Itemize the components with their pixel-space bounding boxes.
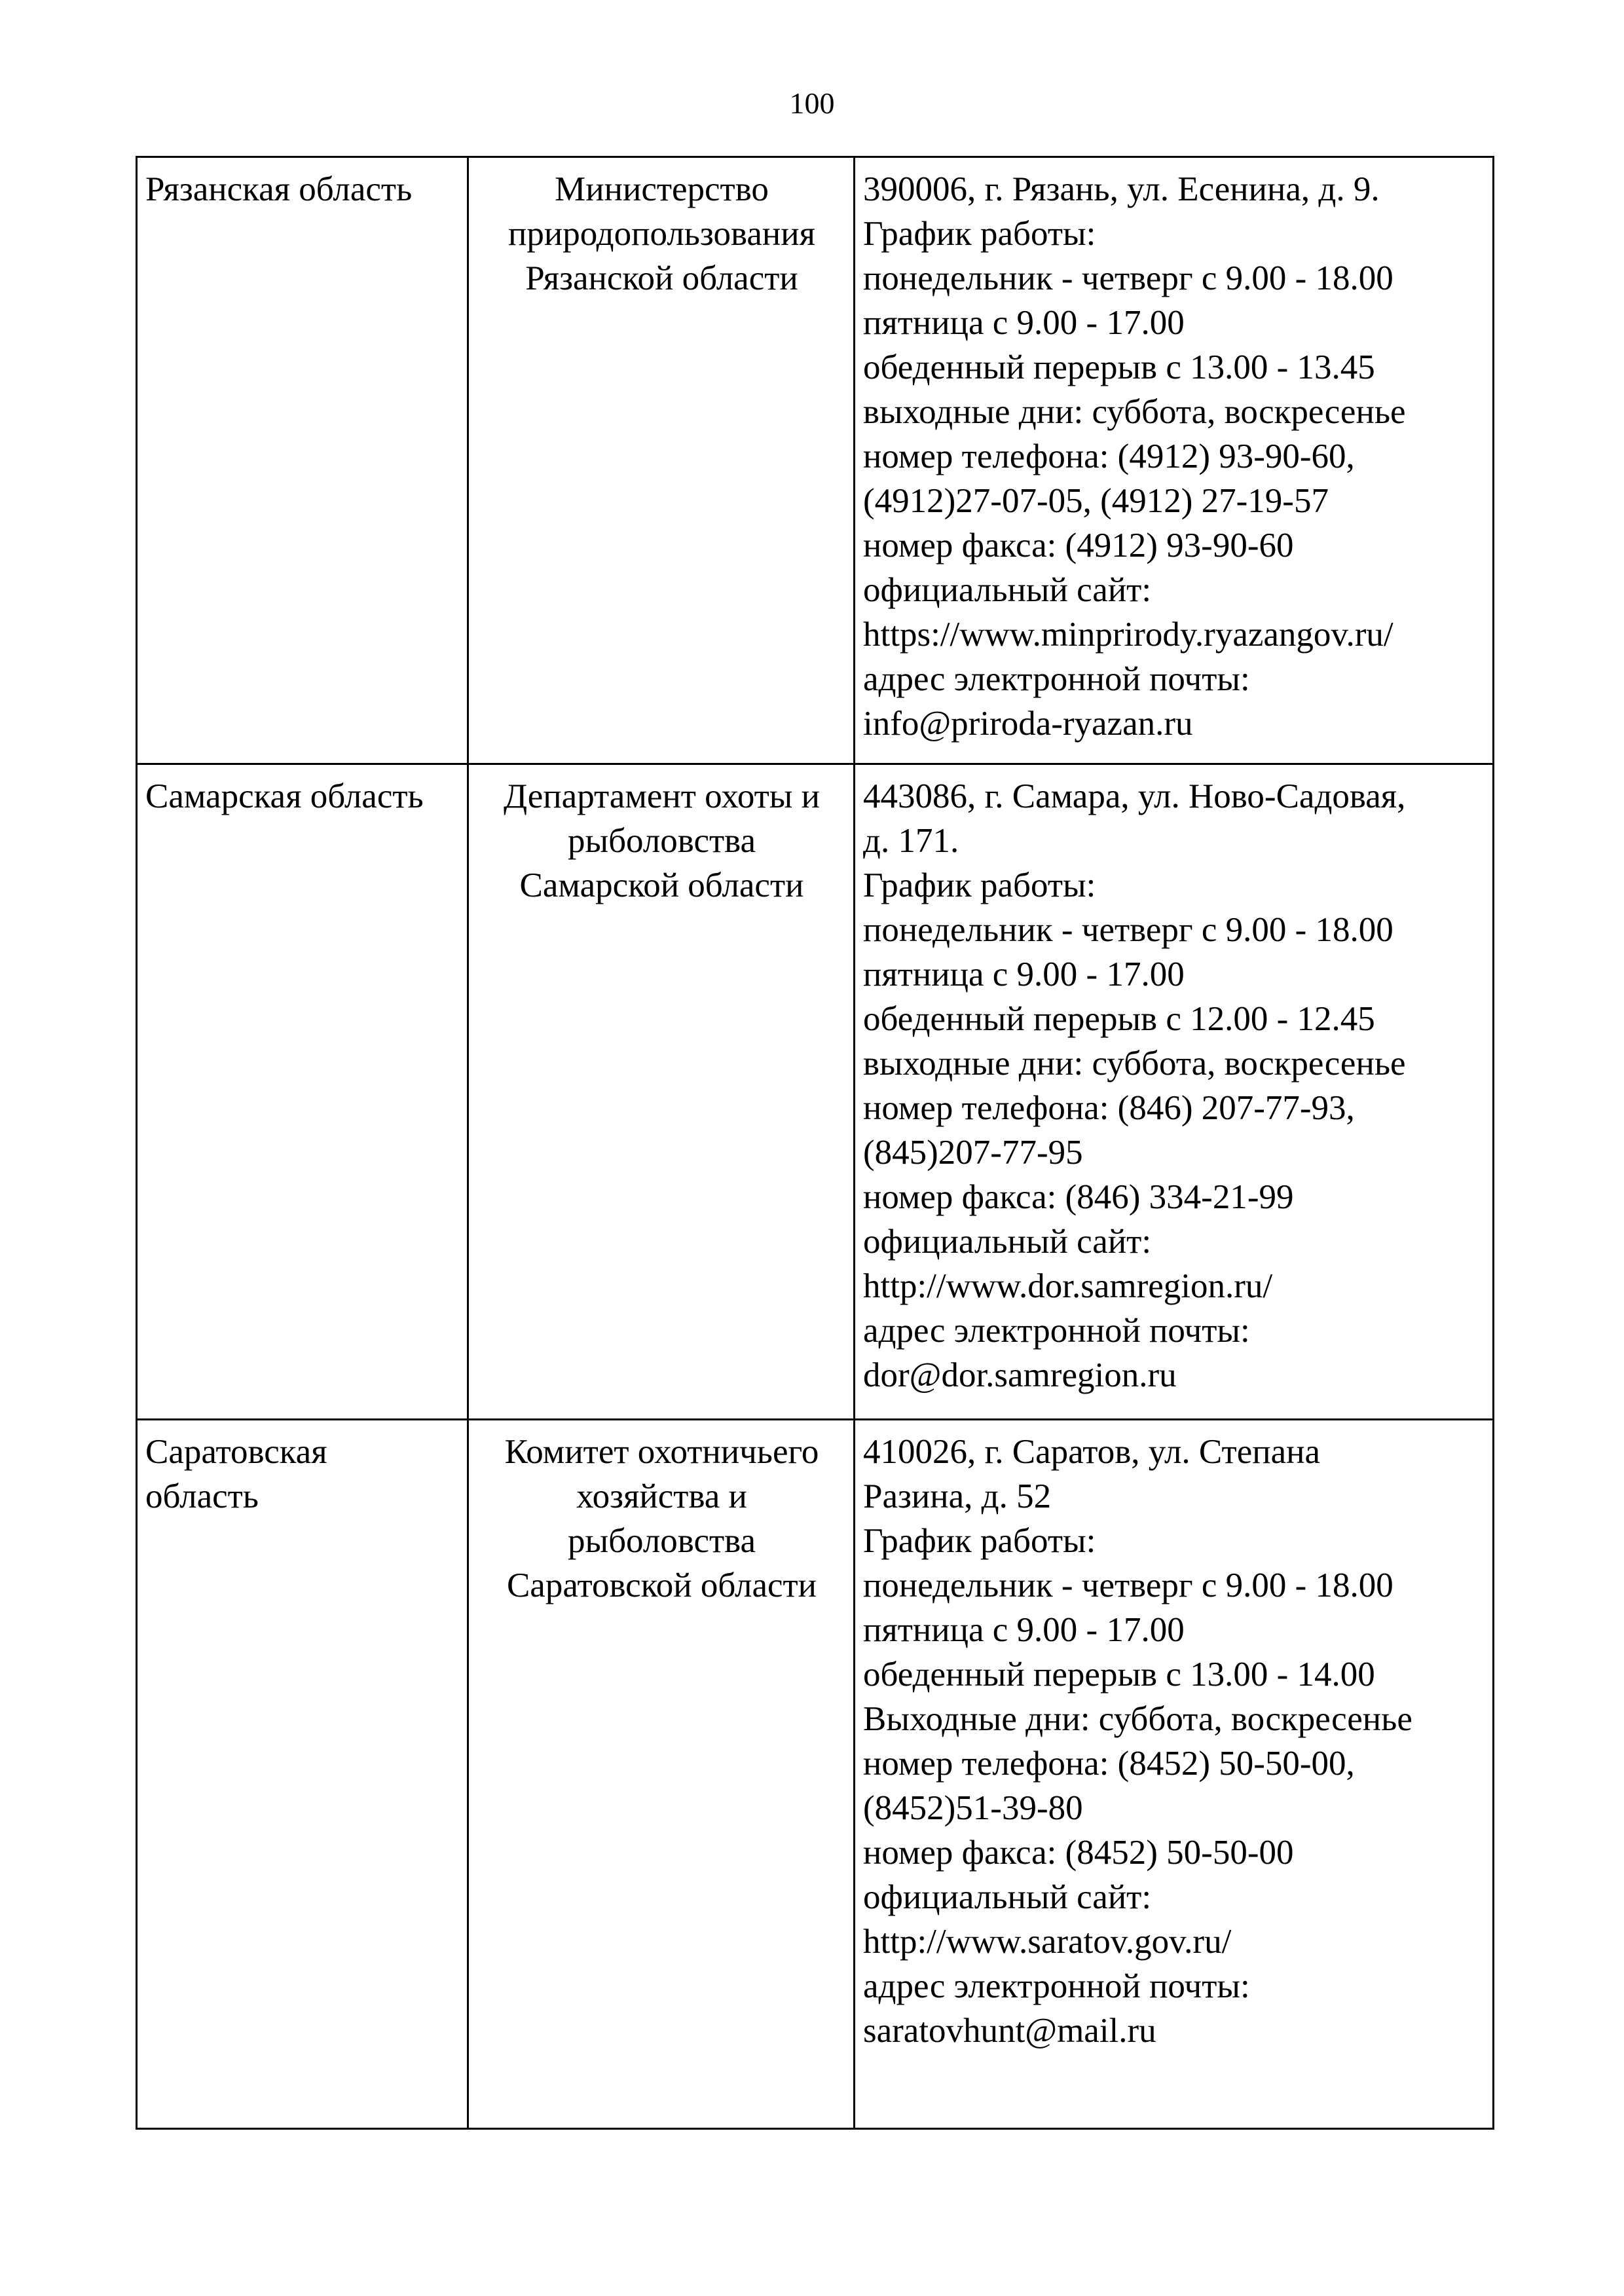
agency-line: рыболовства (567, 822, 756, 860)
contact-line: 410026, г. Саратов, ул. Степана (863, 1433, 1321, 1471)
table-row (137, 764, 1494, 1420)
region-line: Саратовская (145, 1433, 327, 1471)
contact-line: официальный сайт: (863, 1223, 1152, 1261)
contact-line: пятница с 9.00 - 17.00 (863, 955, 1185, 993)
page-number: 100 (789, 86, 835, 120)
agency-line: природопользования (507, 215, 816, 253)
agency-line: рыболовства (567, 1522, 756, 1560)
contact-line: http://www.saratov.gov.ru/ (863, 1923, 1232, 1961)
table-row (137, 157, 1494, 764)
contact-line: д. 171. (863, 822, 959, 860)
contact-line: обеденный перерыв с 13.00 - 14.00 (863, 1656, 1375, 1694)
agency-line: Департамент охоты и (503, 777, 821, 815)
contact-line: 443086, г. Самара, ул. Ново-Садовая, (863, 777, 1406, 815)
contact-line: понедельник - четверг с 9.00 - 18.00 (863, 1566, 1393, 1604)
contact-line: Разина, д. 52 (863, 1477, 1052, 1515)
agency-line: Комитет охотничьего (504, 1433, 819, 1471)
contact-line: (8452)51-39-80 (863, 1789, 1083, 1827)
contacts-cell (855, 157, 1494, 764)
agency-cell (468, 1420, 855, 2129)
contact-line: номер телефона: (8452) 50-50-00, (863, 1745, 1355, 1783)
contact-line: обеденный перерыв с 13.00 - 13.45 (863, 348, 1375, 386)
contact-line: пятница с 9.00 - 17.00 (863, 1611, 1185, 1649)
contact-line: адрес электронной почты: (863, 1967, 1250, 2005)
region-cell (137, 157, 468, 764)
agency-cell (468, 157, 855, 764)
region-line: Самарская область (145, 777, 424, 815)
contact-line: выходные дни: суббота, воскресенье (863, 393, 1406, 431)
contact-line: saratovhunt@mail.ru (863, 2012, 1156, 2050)
contact-line: официальный сайт: (863, 1878, 1152, 1916)
contact-line: номер факса: (4912) 93-90-60 (863, 527, 1294, 565)
contacts-cell (855, 764, 1494, 1420)
contact-line: dor@dor.samregion.ru (863, 1356, 1177, 1394)
contact-line: (4912)27-07-05, (4912) 27-19-57 (863, 482, 1329, 520)
contact-line: официальный сайт: (863, 571, 1152, 609)
region-cell (137, 1420, 468, 2129)
agency-line: Самарской области (519, 866, 804, 904)
contacts-cell (855, 1420, 1494, 2129)
contact-line: 390006, г. Рязань, ул. Есенина, д. 9. (863, 170, 1380, 208)
contact-line: пятница с 9.00 - 17.00 (863, 304, 1185, 342)
contact-line: понедельник - четверг с 9.00 - 18.00 (863, 259, 1393, 297)
contact-line: номер телефона: (846) 207-77-93, (863, 1089, 1355, 1127)
contact-line: График работы: (863, 866, 1096, 904)
agency-line: Саратовской области (506, 1566, 817, 1604)
contact-line: info@priroda-ryazan.ru (863, 705, 1193, 743)
contact-line: понедельник - четверг с 9.00 - 18.00 (863, 911, 1393, 949)
contact-line: График работы: (863, 1522, 1096, 1560)
agency-cell (468, 764, 855, 1420)
regions-table (136, 156, 1494, 2130)
contact-line: выходные дни: суббота, воскресенье (863, 1045, 1406, 1083)
contact-line: адрес электронной почты: (863, 660, 1250, 698)
contact-line: Выходные дни: суббота, воскресенье (863, 1700, 1412, 1738)
contact-line: (845)207-77-95 (863, 1134, 1083, 1172)
contact-line: График работы: (863, 215, 1096, 253)
contact-line: http://www.dor.samregion.ru/ (863, 1267, 1273, 1305)
contact-line: адрес электронной почты: (863, 1312, 1250, 1350)
region-line: Рязанская область (145, 170, 413, 208)
contact-line: номер факса: (846) 334-21-99 (863, 1178, 1294, 1216)
contact-line: номер факса: (8452) 50-50-00 (863, 1834, 1294, 1872)
agency-line: Министерство (555, 170, 769, 208)
agency-line: хозяйства и (576, 1477, 747, 1515)
contact-line: номер телефона: (4912) 93-90-60, (863, 437, 1355, 475)
region-line: область (145, 1477, 259, 1515)
agency-line: Рязанской области (525, 259, 798, 297)
region-cell (137, 764, 468, 1420)
contact-line: https://www.minprirody.ryazangov.ru/ (863, 616, 1393, 654)
table-row (137, 1420, 1494, 2129)
contact-line: обеденный перерыв с 12.00 - 12.45 (863, 1000, 1375, 1038)
